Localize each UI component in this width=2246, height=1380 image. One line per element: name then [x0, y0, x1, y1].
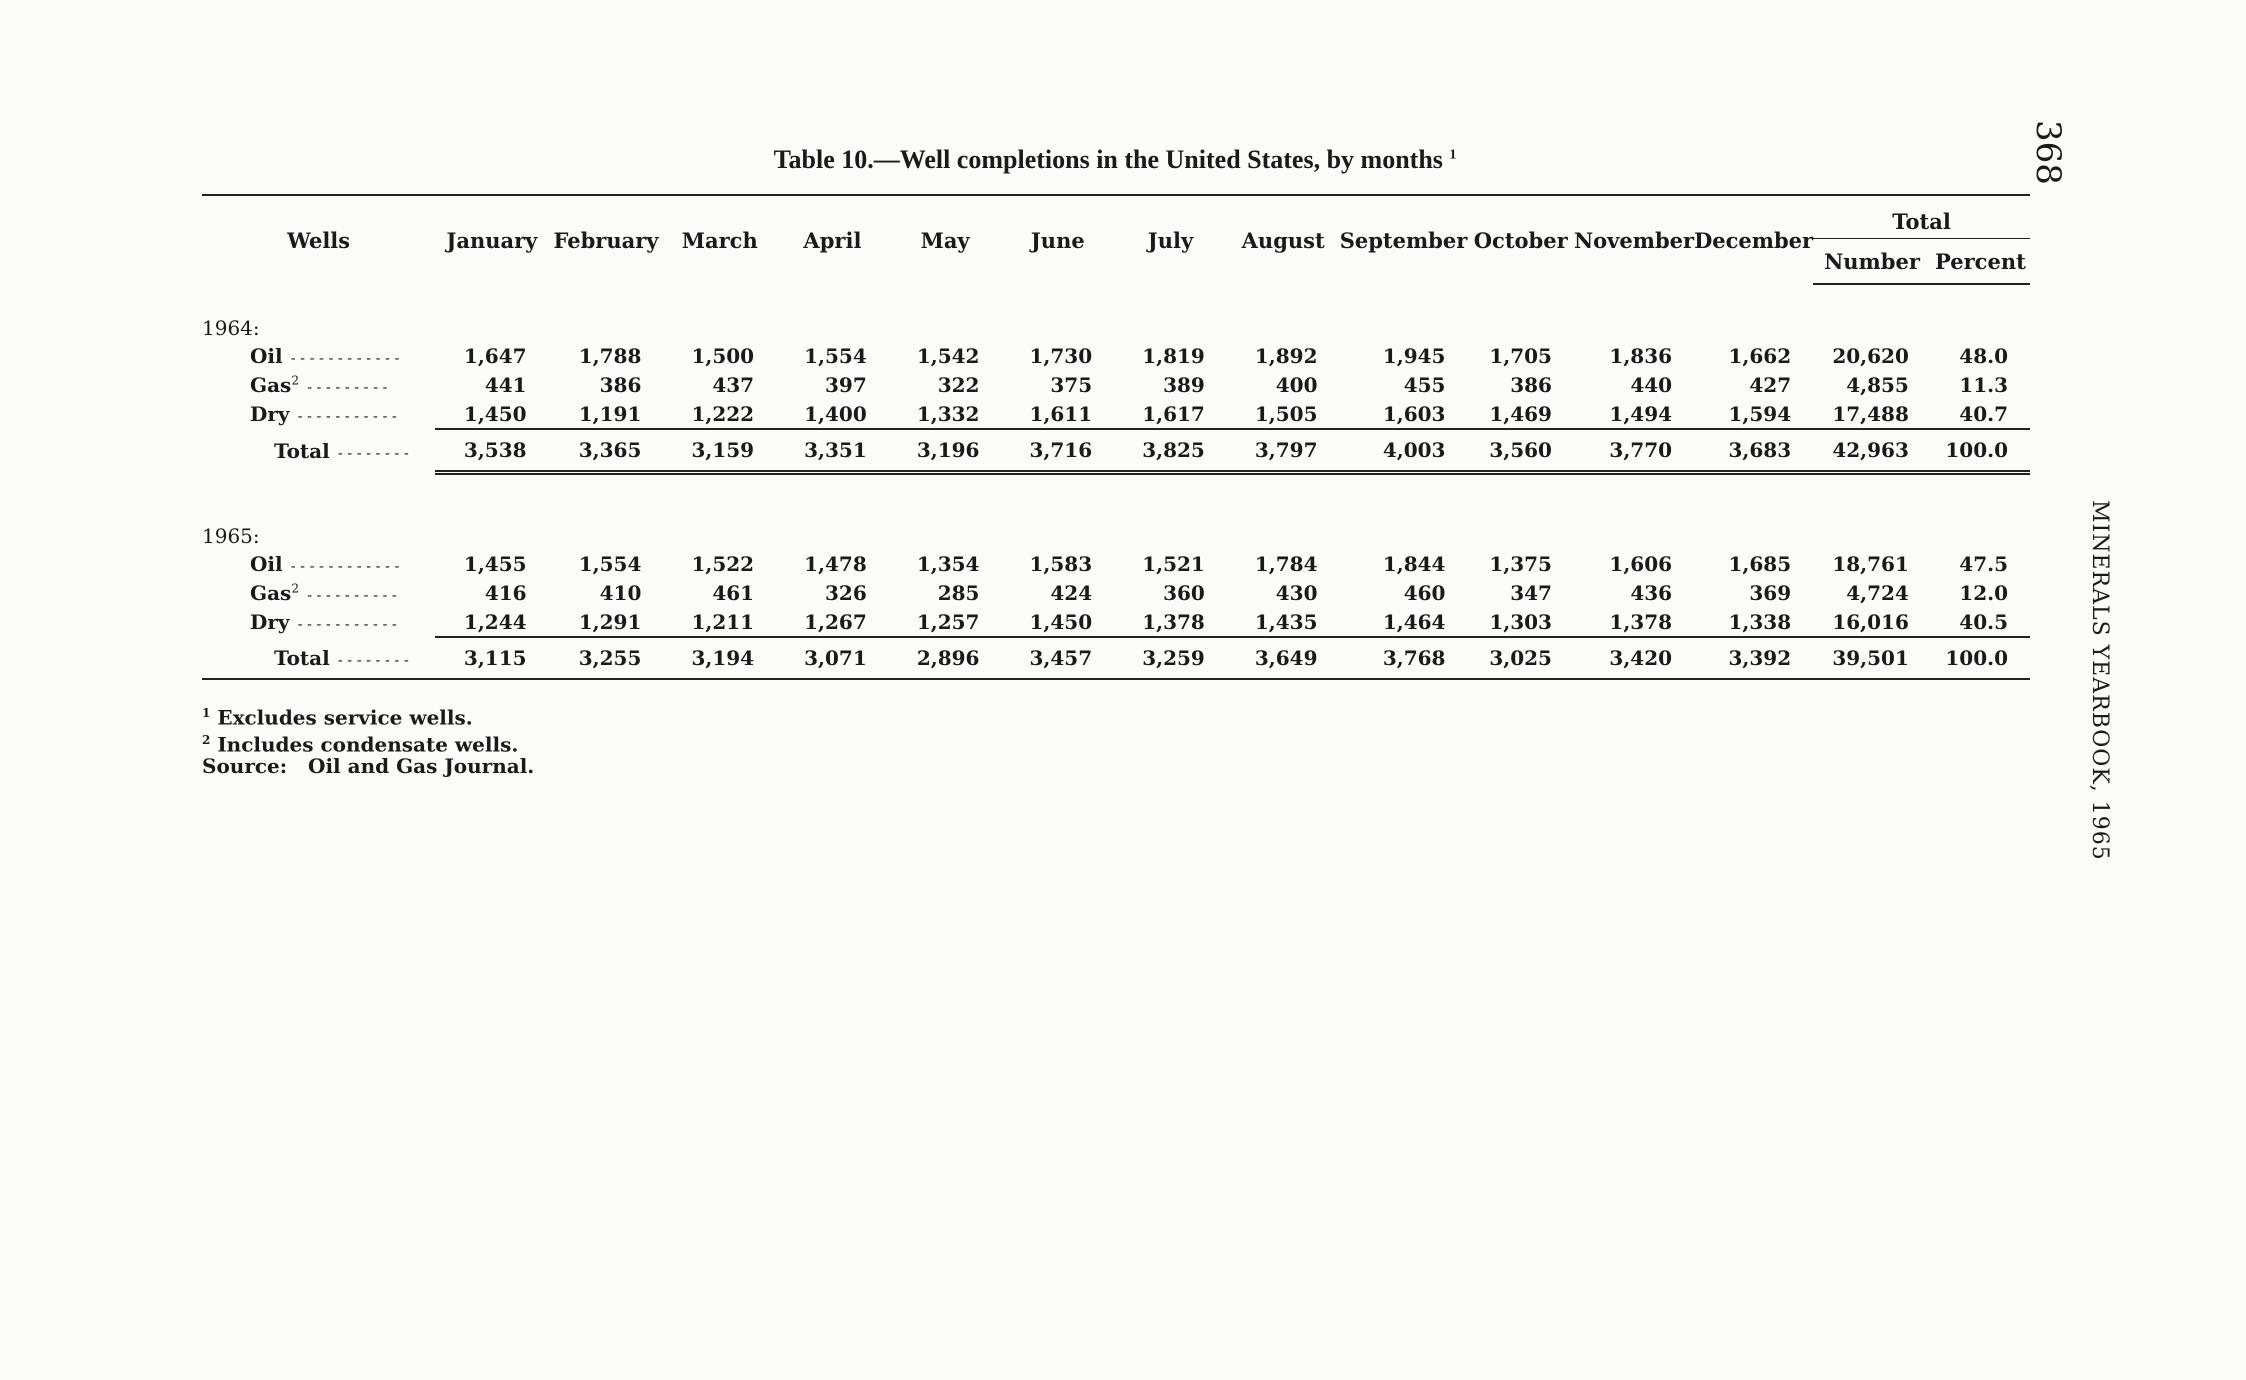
month-value-cell: 1,542 — [916, 343, 980, 368]
month-value-cell: 347 — [1510, 580, 1552, 605]
month-value-cell: 1,662 — [1728, 343, 1792, 368]
dot-leader: -------- — [336, 652, 412, 669]
month-value-cell: 3,255 — [549, 637, 664, 679]
month-value-cell: 322 — [937, 372, 980, 397]
header-month: April — [776, 195, 889, 284]
row-label — [202, 637, 435, 679]
total-percent-cell: 11.3 — [1959, 372, 2008, 397]
month-value-cell: 389 — [1163, 372, 1205, 397]
footnote — [202, 702, 534, 729]
table-title-footnote-mark: 1 — [1449, 147, 1457, 163]
month-value-cell: 1,819 — [1142, 343, 1205, 368]
total-number-cell: 42,963 — [1813, 429, 1931, 473]
dot-leader: ---------- — [305, 587, 400, 604]
month-value-cell: 1,554 — [804, 343, 867, 368]
month-value-cell: 441 — [484, 372, 527, 397]
month-value-cell: 1,332 — [916, 401, 980, 426]
month-value-cell: 1,267 — [804, 609, 867, 634]
running-head: MINERALS YEARBOOK, 1965 — [2087, 500, 2112, 861]
month-value-cell: 3,649 — [1227, 637, 1340, 679]
month-value-cell: 1,554 — [578, 551, 642, 576]
month-value-cell: 416 — [484, 580, 527, 605]
table-title-text: Table 10.—Well completions in the United States, by months — [773, 145, 1443, 174]
month-value-cell: 326 — [825, 580, 867, 605]
month-value-cell: 1,400 — [804, 401, 867, 426]
month-value-cell: 3,194 — [663, 637, 776, 679]
month-value-cell: 3,560 — [1467, 429, 1574, 473]
dot-leader: ----------- — [295, 409, 400, 425]
month-value-cell: 2,896 — [889, 637, 1002, 679]
row-label — [202, 607, 435, 637]
header-percent: Percent — [1931, 239, 2030, 285]
row-label-text: Dry — [250, 402, 290, 426]
month-value-cell: 1,945 — [1382, 343, 1446, 368]
month-value-cell: 1,844 — [1382, 551, 1446, 576]
row-footnote-mark: 2 — [291, 580, 299, 595]
year-label: 1964: — [202, 316, 260, 340]
total-number-cell: 39,501 — [1813, 637, 1931, 679]
month-value-cell: 3,770 — [1574, 429, 1694, 473]
month-value-cell: 3,392 — [1694, 637, 1813, 679]
month-value-cell: 3,365 — [549, 429, 664, 473]
month-value-cell: 455 — [1403, 372, 1446, 397]
month-value-cell: 436 — [1630, 580, 1673, 605]
year-row — [202, 284, 2030, 341]
total-number-cell: 4,724 — [1846, 580, 1909, 605]
month-value-cell: 285 — [937, 580, 980, 605]
row-label-text: Total — [274, 438, 330, 463]
month-value-cell: 3,457 — [1001, 637, 1114, 679]
total-number-cell: 18,761 — [1832, 551, 1909, 576]
month-value-cell: 1,892 — [1254, 343, 1318, 368]
month-value-cell: 1,257 — [916, 609, 980, 634]
row-label — [202, 399, 435, 429]
month-value-cell: 1,784 — [1254, 551, 1318, 576]
month-value-cell: 1,594 — [1728, 401, 1792, 426]
month-value-cell: 461 — [712, 580, 755, 605]
source-note: Source: Oil and Gas Journal. — [202, 754, 535, 779]
month-value-cell: 1,338 — [1728, 609, 1792, 634]
header-month: December — [1694, 195, 1813, 284]
table-row — [202, 341, 2030, 370]
row-label — [202, 341, 435, 370]
year-row — [202, 493, 2030, 549]
month-value-cell: 3,825 — [1114, 429, 1227, 473]
total-percent-cell: 40.5 — [1959, 609, 2008, 634]
month-value-cell: 1,521 — [1142, 551, 1205, 576]
total-number-cell: 17,488 — [1832, 401, 1909, 426]
footnote-text: Excludes service wells. — [217, 705, 473, 730]
year-label: 1965: — [202, 524, 260, 548]
header-wells: Wells — [202, 195, 435, 284]
row-label-text: Dry — [250, 610, 290, 634]
month-value-cell: 3,025 — [1467, 637, 1574, 679]
month-value-cell: 1,788 — [578, 343, 642, 368]
month-value-cell: 1,435 — [1254, 609, 1318, 634]
month-value-cell: 1,522 — [691, 551, 755, 576]
dot-leader: ------------ — [288, 558, 403, 575]
footnote-text: Includes condensate wells. — [217, 732, 519, 757]
table-body — [202, 284, 2030, 679]
dot-leader: -------- — [336, 445, 412, 462]
month-value-cell: 1,378 — [1609, 609, 1673, 634]
month-value-cell: 3,115 — [435, 637, 548, 679]
month-value-cell: 1,378 — [1142, 609, 1205, 634]
total-row — [202, 637, 2030, 679]
header-month: July — [1114, 195, 1227, 284]
dot-leader: --------- — [305, 379, 391, 396]
month-value-cell: 1,455 — [463, 551, 527, 576]
month-value-cell: 1,603 — [1382, 401, 1446, 426]
row-label-text: Oil — [250, 551, 283, 576]
month-value-cell: 427 — [1749, 372, 1792, 397]
month-value-cell: 440 — [1630, 372, 1673, 397]
month-value-cell: 1,685 — [1728, 551, 1792, 576]
month-value-cell: 400 — [1275, 372, 1318, 397]
table-row — [202, 370, 2030, 399]
month-value-cell: 3,420 — [1574, 637, 1694, 679]
month-value-cell: 3,071 — [776, 637, 889, 679]
total-number-cell: 4,855 — [1846, 372, 1909, 397]
month-value-cell: 1,222 — [691, 401, 755, 426]
row-label — [202, 429, 435, 473]
dot-leader: ------------ — [288, 350, 403, 367]
header-month: February — [549, 195, 664, 284]
month-value-cell: 3,538 — [435, 429, 548, 473]
table-row — [202, 578, 2030, 607]
month-value-cell: 1,464 — [1382, 609, 1446, 634]
footnotes — [202, 702, 534, 777]
total-percent-cell: 40.7 — [1959, 401, 2008, 426]
month-value-cell: 3,768 — [1340, 637, 1468, 679]
month-value-cell: 1,647 — [463, 343, 527, 368]
table-row — [202, 399, 2030, 429]
header-month: August — [1227, 195, 1340, 284]
header-month: October — [1467, 195, 1574, 284]
header-month: January — [435, 195, 548, 284]
month-value-cell: 3,683 — [1694, 429, 1813, 473]
month-value-cell: 3,159 — [663, 429, 776, 473]
month-value-cell: 1,375 — [1489, 551, 1552, 576]
month-value-cell: 1,606 — [1609, 551, 1673, 576]
table-row — [202, 607, 2030, 637]
month-value-cell: 430 — [1275, 580, 1318, 605]
month-value-cell: 1,469 — [1489, 401, 1552, 426]
month-value-cell: 460 — [1403, 580, 1446, 605]
month-value-cell: 1,450 — [1029, 609, 1093, 634]
month-value-cell: 1,500 — [691, 343, 755, 368]
table-row — [202, 549, 2030, 578]
total-number-cell: 20,620 — [1832, 343, 1909, 368]
footnote-mark: 2 — [202, 732, 211, 747]
header-month: November — [1574, 195, 1694, 284]
month-value-cell: 386 — [1510, 372, 1552, 397]
month-value-cell: 1,191 — [578, 401, 642, 426]
month-value-cell: 360 — [1163, 580, 1205, 605]
month-value-cell: 1,478 — [804, 551, 867, 576]
month-value-cell: 375 — [1050, 372, 1093, 397]
header-month: May — [889, 195, 1002, 284]
total-number-cell: 16,016 — [1832, 609, 1909, 634]
total-percent-cell: 48.0 — [1959, 343, 2008, 368]
header-month: September — [1340, 195, 1468, 284]
month-value-cell: 4,003 — [1340, 429, 1468, 473]
footnote-mark: 1 — [202, 706, 211, 720]
header-total: Total — [1813, 195, 2030, 239]
row-label-text: Gas — [250, 372, 292, 397]
spacer-cell — [202, 473, 2030, 494]
month-value-cell: 3,259 — [1114, 637, 1227, 679]
row-label — [202, 549, 435, 578]
month-value-cell: 3,716 — [1001, 429, 1114, 473]
month-value-cell: 1,505 — [1254, 401, 1318, 426]
table-title — [200, 145, 2030, 175]
row-footnote-mark: 2 — [291, 372, 299, 387]
month-value-cell: 1,211 — [691, 609, 755, 634]
header-month: June — [1001, 195, 1114, 284]
month-value-cell: 424 — [1050, 580, 1093, 605]
row-label — [202, 370, 435, 399]
month-value-cell: 1,836 — [1609, 343, 1673, 368]
month-value-cell: 410 — [599, 580, 642, 605]
row-label — [202, 578, 435, 607]
row-label-text: Oil — [250, 343, 283, 368]
month-value-cell: 3,196 — [889, 429, 1002, 473]
page-number: 368 — [2028, 120, 2068, 185]
footnote — [202, 729, 534, 756]
month-value-cell: 1,494 — [1609, 401, 1673, 426]
header-number: Number — [1813, 239, 1931, 285]
month-value-cell: 1,705 — [1489, 343, 1552, 368]
well-completions-table — [202, 194, 2030, 680]
month-value-cell: 3,797 — [1227, 429, 1340, 473]
header-month: March — [663, 195, 776, 284]
month-value-cell: 369 — [1749, 580, 1792, 605]
month-value-cell: 1,291 — [578, 609, 642, 634]
total-percent-cell: 100.0 — [1931, 637, 2030, 679]
month-value-cell: 1,617 — [1142, 401, 1205, 426]
row-label-text: Total — [274, 645, 330, 670]
month-value-cell: 397 — [825, 372, 867, 397]
dot-leader: ----------- — [295, 617, 400, 633]
month-value-cell: 1,244 — [463, 609, 527, 634]
month-value-cell: 1,583 — [1029, 551, 1093, 576]
total-row — [202, 429, 2030, 473]
month-value-cell: 386 — [599, 372, 642, 397]
total-percent-cell: 100.0 — [1931, 429, 2030, 473]
month-value-cell: 437 — [712, 372, 755, 397]
month-value-cell: 3,351 — [776, 429, 889, 473]
month-value-cell: 1,450 — [463, 401, 527, 426]
month-value-cell: 1,303 — [1489, 609, 1552, 634]
total-percent-cell: 12.0 — [1959, 580, 2008, 605]
month-value-cell: 1,354 — [916, 551, 980, 576]
month-value-cell: 1,611 — [1029, 401, 1093, 426]
total-percent-cell: 47.5 — [1959, 551, 2008, 576]
month-value-cell: 1,730 — [1029, 343, 1093, 368]
section-spacer — [202, 473, 2030, 494]
row-label-text: Gas — [250, 580, 292, 605]
